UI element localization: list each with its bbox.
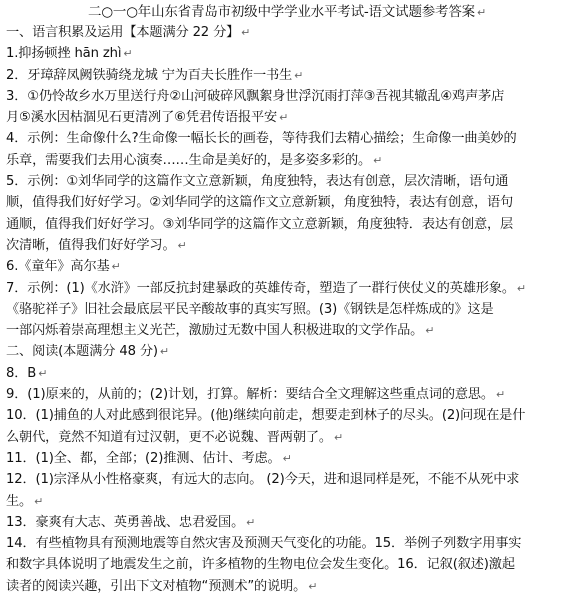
line-text: 7．示例：(1)《水浒》一部反抗封建暴政的英雄传奇，塑造了一群行侠仗义的英雄形象。 <box>6 280 515 296</box>
line-text: 乐章，需要我们去用心演奏……生命是美好的，是多姿多彩的。 <box>6 152 372 168</box>
answer-line <box>6 43 568 64</box>
paragraph-mark-icon: ↵ <box>476 6 486 19</box>
answer-line <box>6 171 568 192</box>
answer-line <box>6 235 568 256</box>
line-text: 读者的阅读兴趣，引出下文对植物“预测术”的说明。 <box>6 578 307 594</box>
line-text: 《骆驼祥子》旧社会最底层平民辛酸故事的真实写照。(3)《钢铁是怎样炼成的》这是 <box>6 301 494 317</box>
paragraph-mark-icon: ↵ <box>373 153 383 167</box>
line-text: 一部闪烁着崇高理想主义光芒，激励过无数中国人积极进取的文学作品。 <box>6 323 424 339</box>
line-text: 3．①仍怜故乡水万里送行舟②山河破碎风飘絮身世浮沉雨打萍③吾视其辙乱④鸡声茅店 <box>6 88 505 104</box>
answer-line <box>6 384 568 405</box>
paragraph-mark-icon: ↵ <box>246 515 256 529</box>
answer-line <box>6 128 568 149</box>
paragraph-mark-icon: ↵ <box>241 26 251 39</box>
answer-line <box>6 86 568 107</box>
paragraph-mark-icon: ↵ <box>111 260 121 274</box>
line-text: 1.抑扬顿挫 hān zhì <box>6 46 122 62</box>
answer-line <box>6 65 568 86</box>
answer-line <box>6 554 568 575</box>
document-title-text: 二○一○年山东省青岛市初级中学学业水平考试-语文试题参考答案 <box>88 4 475 20</box>
paragraph-mark-icon: ↵ <box>34 494 44 508</box>
line-text: 次清晰，值得我们好好学习。 <box>6 237 176 253</box>
answer-line <box>6 448 568 469</box>
line-text: 月⑤溪水因枯涸见石更清冽了⑥凭君传语报平安 <box>6 110 278 126</box>
answer-line <box>6 491 568 512</box>
answer-line <box>6 405 568 426</box>
line-text: 么朝代，竟然不知道有过汉朝，更不必说魏、晋两朝了。 <box>6 429 332 445</box>
line-text: 8．B <box>6 365 37 381</box>
answer-line <box>6 150 568 171</box>
line-text: 13．豪爽有大志、英勇善战、忠君爱国。 <box>6 514 245 530</box>
answer-line <box>6 107 568 128</box>
paragraph-mark-icon: ↵ <box>425 324 435 338</box>
line-text: 11．(1)全、都，全部；(2)推测、估计、考虑。 <box>6 450 281 466</box>
paragraph-mark-icon: ↵ <box>495 388 506 402</box>
line-text: 二、阅读(本题满分 48 分) <box>6 344 158 360</box>
answer-line <box>6 363 568 384</box>
line-text: 一、语言积累及运用【本题满分 22 分】 <box>6 25 240 40</box>
section-heading-language <box>6 22 568 43</box>
paragraph-mark-icon: ↵ <box>308 579 318 593</box>
answer-line <box>6 576 568 597</box>
line-text: 顺，值得我们好好学习。②刘华同学的这篇作文立意新颖，角度独特，表达有创意，语句 <box>6 195 514 211</box>
answer-line <box>6 320 568 341</box>
line-text: 生。 <box>6 493 33 509</box>
answer-line <box>6 299 568 320</box>
paragraph-mark-icon: ↵ <box>516 281 526 295</box>
paragraph-mark-icon: ↵ <box>123 47 133 61</box>
answer-line <box>6 427 568 448</box>
line-text: 5．示例：①刘华同学的这篇作文立意新颖，角度独特，表达有创意，层次清晰，语句通 <box>6 174 509 190</box>
document-title <box>6 2 568 22</box>
line-text: 4．示例：生命像什么?生命像一幅长长的画卷，等待我们去精心描绘；生命像一曲美妙的 <box>6 131 517 147</box>
paragraph-mark-icon: ↵ <box>38 366 48 380</box>
line-text: 10．(1)捕鱼的人对此感到很诧异。(他)继续向前走，想要走到林子的尽头。(2)问现在是什 <box>6 408 526 424</box>
line-text: 12．(1)宗泽从小性格豪爽，有远大的志向。 (2)今天，进和退同样是死，不能不从死中求 <box>6 472 520 488</box>
paragraph-mark-icon: ↵ <box>294 68 304 82</box>
section-heading-reading <box>6 341 568 362</box>
paragraph-mark-icon: ↵ <box>159 345 169 359</box>
paragraph-mark-icon: ↵ <box>333 430 344 444</box>
line-text: 和数字具体说明了地震发生之前，许多植物的生物电位会发生变化。16．记叙(叙述)激起 <box>6 557 515 573</box>
paragraph-mark-icon: ↵ <box>177 238 187 252</box>
line-text: 2．牙璋辞凤阙铁骑绕龙城 宁为百夫长胜作一书生 <box>6 67 293 83</box>
answer-line <box>6 512 568 533</box>
answer-line <box>6 469 568 490</box>
answer-line <box>6 192 568 213</box>
paragraph-mark-icon: ↵ <box>282 451 292 465</box>
line-text: 14．有些植物具有预测地震等自然灾害及预测天气变化的功能。15．举例子列数字用事实 <box>6 536 522 552</box>
answer-line <box>6 533 568 554</box>
answer-line <box>6 256 568 277</box>
paragraph-mark-icon: ↵ <box>279 111 289 125</box>
line-text: 6.《童年》高尔基 <box>6 259 110 275</box>
line-text: 通顺，值得我们好好学习。③刘华同学的这篇作文立意新颖，角度独特．表达有创意，层 <box>6 216 514 232</box>
answer-document <box>6 2 568 597</box>
line-text: 9．(1)原来的，从前的；(2)计划，打算。解析：要结合全文理解这些重点词的意思。 <box>6 387 494 403</box>
answer-line <box>6 214 568 235</box>
answer-line <box>6 278 568 299</box>
